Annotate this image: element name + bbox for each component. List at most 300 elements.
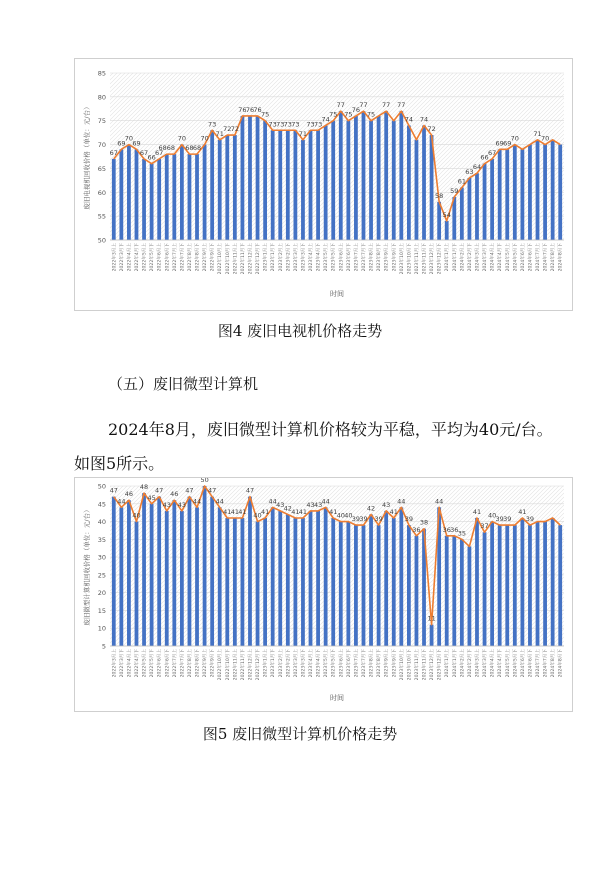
fig5-data-label: 40: [132, 511, 141, 520]
fig4-data-label: 77: [359, 101, 368, 110]
fig5-x-axis-title: 时间: [330, 694, 344, 702]
fig4-data-label: 75: [260, 110, 270, 119]
fig4-ytick-label: 80: [97, 93, 106, 102]
fig4-data-label: 67: [155, 148, 164, 157]
fig4-xtick-label: 2023年3月上: [293, 243, 299, 272]
fig5-data-label: 40: [487, 511, 497, 520]
fig4-xtick-label: 2024年1月上: [445, 243, 451, 272]
fig5-bar: [165, 511, 169, 646]
fig5-data-label: 43: [382, 500, 391, 509]
fig4-data-label: 70: [124, 134, 134, 143]
fig5-data-label: 47: [109, 486, 118, 495]
fig4-data-label: 75: [366, 110, 376, 119]
fig5-xtick-label: 2022年3月上: [112, 649, 118, 678]
fig5-data-label: 41: [329, 508, 338, 516]
fig4-bar: [301, 140, 305, 240]
fig4-bar: [520, 149, 524, 240]
fig5-data-label: 41: [238, 508, 247, 516]
fig4-bar: [392, 121, 396, 240]
fig4-xtick-label: 2022年11月上: [233, 243, 239, 275]
fig4-xtick-label: 2022年7月上: [172, 243, 178, 272]
fig5-xtick-label: 2023年12月下: [437, 649, 443, 681]
fig4-data-label: 64: [472, 163, 482, 172]
fig4-ytick-label: 65: [97, 164, 106, 173]
fig5-xtick-label: 2023年12月上: [430, 649, 436, 681]
fig4-bar: [399, 111, 403, 240]
fig5-data-label: 40: [344, 511, 353, 520]
fig5-data-label: 44: [321, 497, 330, 506]
fig5-bar: [452, 536, 456, 646]
fig4-data-label: 68: [192, 144, 202, 153]
fig5-bar: [324, 507, 328, 646]
fig5-xtick-label: 2022年5月上: [142, 649, 148, 678]
fig5-xtick-label: 2024年1月下: [452, 649, 458, 678]
fig4-xtick-label: 2024年3月下: [483, 243, 489, 272]
fig4-xtick-label: 2022年5月下: [150, 243, 156, 272]
fig5-bar: [180, 511, 184, 646]
fig5-xtick-label: 2023年3月上: [293, 649, 299, 678]
fig4-data-label: 73: [283, 120, 292, 129]
fig5-xtick-label: 2023年3月下: [301, 649, 307, 678]
fig5-bar: [203, 486, 207, 646]
fig4-bar: [256, 116, 260, 240]
fig5-xtick-label: 2022年8月上: [187, 649, 193, 678]
fig5-bar: [271, 507, 275, 646]
fig4-bar: [142, 159, 146, 240]
fig5-xtick-label: 2023年9月上: [384, 649, 390, 678]
fig4-bar: [460, 188, 464, 240]
fig5-bar: [293, 518, 297, 646]
fig5-bar: [210, 497, 214, 646]
fig5-bar: [460, 539, 464, 646]
fig4-data-label: 74: [404, 115, 414, 124]
fig4-data-label: 69: [495, 139, 504, 148]
fig5-data-label: 46: [170, 490, 179, 499]
fig5-bar: [256, 522, 260, 646]
fig4-xtick-label: 2022年7月下: [180, 243, 186, 272]
fig5-data-label: 39: [525, 515, 535, 524]
fig4-xtick-label: 2023年8月上: [369, 243, 375, 272]
fig4-data-label: 72: [427, 125, 436, 134]
fig4-data-label: 67: [139, 148, 149, 157]
fig5-data-label: 11: [427, 614, 436, 623]
fig4-xtick-label: 2022年3月上: [112, 243, 118, 272]
fig5-xtick-label: 2022年4月上: [127, 649, 133, 678]
fig5-data-label: 43: [177, 500, 187, 509]
fig4-bar: [210, 130, 214, 240]
fig5-data-label: 37: [480, 522, 489, 531]
fig5-xtick-label: 2023年1月下: [271, 649, 277, 678]
fig5-bar: [112, 497, 116, 646]
fig5-bar: [475, 518, 479, 646]
fig5-xtick-label: 2024年4月上: [490, 649, 496, 678]
fig4-xtick-label: 2024年7月上: [536, 243, 542, 272]
fig5-ytick-label: 40: [97, 518, 106, 527]
fig4-xtick-label: 2024年8月下: [558, 243, 564, 272]
fig5-xtick-label: 2023年9月下: [392, 649, 398, 678]
fig4-xtick-label: 2024年1月下: [452, 243, 458, 272]
fig4-data-label: 73: [276, 120, 285, 129]
fig4-xtick-label: 2022年10月下: [225, 243, 231, 275]
fig4-data-label: 68: [185, 144, 194, 153]
fig4-xtick-label: 2022年8月下: [195, 243, 201, 272]
fig5-bar: [309, 511, 313, 646]
fig4-bar: [543, 145, 547, 240]
fig5-data-label: 39: [374, 515, 383, 524]
fig4-bar: [248, 116, 252, 240]
fig4-bar: [498, 149, 502, 240]
fig5-bar: [316, 511, 320, 646]
fig4-bar: [505, 149, 509, 240]
fig5-bar: [195, 507, 199, 646]
fig5-ytick-label: 45: [97, 500, 106, 509]
paragraph-line2: 如图5所示。: [74, 454, 165, 473]
fig5-bar: [339, 522, 343, 646]
fig4-data-label: 58: [435, 191, 444, 200]
fig4-bar: [369, 121, 373, 240]
fig4-data-label: 71: [298, 129, 308, 138]
figure5-svg: [75, 478, 572, 711]
figure4-chart: [74, 58, 573, 311]
fig5-bar: [263, 518, 267, 646]
fig4-xtick-label: 2024年5月下: [513, 243, 519, 272]
fig4-bar: [513, 145, 517, 240]
fig5-xtick-label: 2024年7月下: [543, 649, 549, 678]
fig5-xtick-label: 2023年11月上: [414, 649, 420, 681]
fig4-data-label: 76: [351, 105, 361, 114]
paragraph-line1: 2024年8月，废旧微型计算机价格较为平稳，平均为40元/台。: [108, 420, 553, 439]
fig4-bar: [551, 140, 555, 240]
fig5-xtick-label: 2024年6月下: [528, 649, 534, 678]
fig4-bar: [324, 125, 328, 240]
fig4-bar: [188, 154, 192, 240]
fig4-bar: [218, 140, 222, 240]
fig4-data-label: 72: [223, 125, 232, 134]
fig4-data-label: 70: [510, 134, 519, 143]
fig4-bar: [225, 135, 229, 240]
fig5-data-label: 41: [389, 508, 398, 516]
fig4-data-label: 70: [177, 134, 187, 143]
fig4-xtick-label: 2023年6月上: [339, 243, 345, 272]
fig5-bar: [490, 522, 494, 646]
fig5-bar: [377, 525, 381, 646]
fig5-xtick-label: 2023年11月下: [422, 649, 428, 681]
section-heading: （五）废旧微型计算机: [108, 375, 259, 393]
fig5-ytick-label: 25: [97, 571, 106, 580]
fig5-bar: [150, 504, 154, 646]
fig5-xtick-label: 2023年2月上: [278, 649, 284, 678]
fig5-xtick-label: 2022年6月上: [157, 649, 163, 678]
fig4-xtick-label: 2023年7月上: [354, 243, 360, 272]
fig5-bar: [362, 525, 366, 646]
fig4-data-label: 77: [382, 101, 391, 110]
fig4-bar: [293, 130, 297, 240]
fig5-bar: [505, 525, 509, 646]
fig5-data-label: 44: [435, 497, 444, 506]
fig5-bar: [278, 511, 282, 646]
fig5-xtick-label: 2024年4月下: [498, 649, 504, 678]
fig4-data-label: 74: [419, 115, 429, 124]
fig4-data-label: 77: [397, 101, 406, 110]
fig5-bar: [468, 546, 472, 646]
fig5-xtick-label: 2022年4月下: [134, 649, 140, 678]
fig4-bar: [339, 111, 343, 240]
fig5-ytick-label: 35: [97, 535, 106, 544]
fig4-bar: [475, 173, 479, 240]
fig5-xtick-label: 2023年2月下: [286, 649, 292, 678]
fig5-data-label: 41: [223, 508, 232, 516]
fig4-xtick-label: 2024年2月上: [460, 243, 466, 272]
fig4-bar: [346, 121, 350, 240]
fig5-bar: [142, 493, 146, 646]
fig4-bar: [437, 202, 441, 240]
fig5-data-label: 41: [260, 508, 270, 516]
fig4-bar: [233, 135, 237, 240]
fig4-x-axis-title: 时间: [330, 290, 344, 298]
fig5-ytick-label: 20: [97, 589, 106, 598]
fig5-xtick-label: 2024年3月上: [475, 649, 481, 678]
fig5-data-label: 45: [147, 493, 156, 502]
fig5-xtick-label: 2023年5月上: [324, 649, 330, 678]
fig4-xtick-label: 2023年6月下: [346, 243, 352, 272]
fig4-xtick-label: 2022年9月上: [203, 243, 209, 272]
fig4-xtick-label: 2022年12月下: [256, 243, 262, 275]
fig5-bar: [127, 500, 131, 646]
fig5-data-label: 47: [185, 486, 194, 495]
fig5-bar: [384, 511, 388, 646]
fig4-bar: [528, 145, 532, 240]
fig4-data-label: 73: [268, 120, 277, 129]
fig5-xtick-label: 2022年7月下: [180, 649, 186, 678]
fig4-xtick-label: 2022年8月上: [187, 243, 193, 272]
fig4-bar: [157, 159, 161, 240]
fig4-bar: [384, 111, 388, 240]
fig4-bar: [241, 116, 245, 240]
fig5-data-label: 44: [215, 497, 224, 506]
fig5-data-label: 44: [117, 497, 126, 506]
fig4-bar: [483, 164, 487, 240]
fig5-data-label: 36: [412, 525, 421, 534]
fig4-bar: [112, 159, 116, 240]
fig5-xtick-label: 2022年11月上: [233, 649, 239, 681]
fig4-bar: [415, 140, 419, 240]
fig5-bar: [498, 525, 502, 646]
fig4-xtick-label: 2022年10月上: [218, 243, 224, 275]
fig5-xtick-label: 2024年5月下: [513, 649, 519, 678]
figure5-chart: [74, 477, 573, 712]
fig4-bar: [407, 125, 411, 240]
fig4-bar: [558, 145, 562, 240]
fig5-bar: [286, 514, 290, 646]
fig4-xtick-label: 2022年4月下: [134, 243, 140, 272]
fig5-xtick-label: 2023年10月下: [407, 649, 413, 681]
fig4-xtick-label: 2024年8月上: [551, 243, 557, 272]
fig5-data-label: 47: [208, 486, 217, 495]
fig5-ytick-label: 15: [97, 606, 106, 615]
fig4-xtick-label: 2022年9月下: [210, 243, 216, 272]
fig4-data-label: 75: [344, 110, 353, 119]
fig4-data-label: 67: [487, 148, 497, 157]
fig4-xtick-label: 2023年5月下: [331, 243, 337, 272]
fig4-xtick-label: 2022年6月上: [157, 243, 163, 272]
fig4-bar: [165, 154, 169, 240]
fig5-xtick-label: 2024年2月上: [460, 649, 466, 678]
fig5-y-axis-title: 废旧微型计算机回收价格（单位：元/台）: [83, 506, 91, 626]
fig4-xtick-label: 2022年6月下: [165, 243, 171, 272]
fig4-xtick-label: 2023年9月上: [384, 243, 390, 272]
fig4-y-axis-title: 废旧电视机回收价格（单位：元/台）: [83, 103, 91, 210]
fig5-xtick-label: 2024年6月上: [520, 649, 526, 678]
fig4-data-label: 69: [503, 139, 512, 148]
fig4-data-label: 71: [215, 129, 224, 138]
fig5-data-label: 38: [419, 518, 429, 527]
fig5-data-label: 35: [457, 529, 466, 538]
fig5-xtick-label: 2023年6月下: [346, 649, 352, 678]
fig5-bar: [407, 525, 411, 646]
fig5-bar: [135, 522, 139, 646]
fig5-xtick-label: 2023年8月下: [377, 649, 383, 678]
fig4-bar: [203, 145, 207, 240]
fig5-bar: [445, 536, 449, 646]
fig5-xtick-label: 2023年7月上: [354, 649, 360, 678]
fig5-data-label: 40: [253, 511, 262, 520]
fig4-bar: [331, 121, 335, 240]
fig5-data-label: 42: [283, 504, 292, 513]
fig5-xtick-label: 2023年7月下: [361, 649, 367, 678]
fig5-xtick-label: 2022年7月上: [172, 649, 178, 678]
fig5-data-label: 46: [124, 490, 134, 499]
fig4-xtick-label: 2024年4月下: [498, 243, 504, 272]
fig5-bar: [157, 497, 161, 646]
fig5-xtick-label: 2023年8月上: [369, 649, 375, 678]
fig5-data-label: 44: [192, 497, 202, 506]
fig4-xtick-label: 2023年12月下: [437, 243, 443, 275]
fig5-xtick-label: 2022年6月下: [165, 649, 171, 678]
fig5-xtick-label: 2024年3月下: [483, 649, 489, 678]
fig4-data-label: 74: [321, 115, 330, 124]
fig4-xtick-label: 2024年2月下: [467, 243, 473, 272]
fig4-data-label: 54: [442, 210, 451, 219]
fig4-data-label: 71: [533, 129, 542, 138]
fig5-bar: [331, 518, 335, 646]
fig5-bar: [551, 518, 555, 646]
figure4-caption: 图4 废旧电视机价格走势: [217, 322, 383, 340]
fig4-xtick-label: 2023年1月上: [263, 243, 269, 272]
fig5-bar: [354, 525, 358, 646]
fig4-bar: [135, 149, 139, 240]
fig5-xtick-label: 2024年5月上: [505, 649, 511, 678]
fig5-xtick-label: 2023年1月上: [263, 649, 269, 678]
fig4-bar: [150, 164, 154, 240]
fig5-xtick-label: 2023年4月下: [316, 649, 322, 678]
fig4-data-label: 63: [465, 167, 474, 176]
fig4-xtick-label: 2022年3月下: [119, 243, 125, 272]
fig5-bar: [225, 518, 229, 646]
fig4-data-label: 6868: [158, 144, 176, 153]
fig5-bar: [430, 625, 434, 646]
fig4-data-label: 73: [291, 120, 300, 129]
fig4-bar: [377, 116, 381, 240]
fig4-bar: [490, 159, 494, 240]
fig4-data-label: 77: [336, 101, 345, 110]
fig5-bar: [558, 525, 562, 646]
fig5-bar: [528, 525, 532, 646]
fig4-xtick-label: 2024年5月上: [505, 243, 511, 272]
fig5-xtick-label: 2023年6月上: [339, 649, 345, 678]
fig4-ytick-label: 70: [97, 141, 106, 150]
fig5-data-label: 41: [518, 508, 527, 516]
fig5-data-label: 43: [313, 500, 323, 509]
figure4-svg: [75, 59, 572, 310]
fig5-xtick-label: 2022年9月下: [210, 649, 216, 678]
fig4-xtick-label: 2022年4月上: [127, 243, 133, 272]
fig4-bar: [445, 221, 449, 240]
fig5-xtick-label: 2022年12月下: [256, 649, 262, 681]
fig5-bar: [188, 497, 192, 646]
fig5-data-label: 44: [397, 497, 406, 506]
fig5-data-label: 41: [298, 508, 308, 516]
fig5-ytick-label: 10: [97, 624, 106, 633]
fig4-xtick-label: 2023年11月下: [422, 243, 428, 275]
fig4-xtick-label: 2023年2月下: [286, 243, 292, 272]
fig4-data-label: 73: [208, 120, 217, 129]
fig5-bar: [346, 522, 350, 646]
fig5-data-label: 41: [230, 508, 239, 516]
fig5-bar: [119, 507, 123, 646]
fig5-data-label: 40: [336, 511, 345, 520]
fig5-xtick-label: 2022年10月上: [218, 649, 224, 681]
fig5-ytick-label: 50: [97, 482, 106, 491]
fig4-data-label: 66: [480, 153, 489, 162]
fig4-bar: [362, 111, 366, 240]
fig5-data-label: 39: [503, 515, 512, 524]
fig4-data-label: 73: [306, 120, 315, 129]
fig4-xtick-label: 2023年2月上: [278, 243, 284, 272]
fig4-xtick-label: 2022年12月上: [248, 243, 254, 275]
fig5-data-label: 43: [276, 500, 285, 509]
fig5-bar: [241, 518, 245, 646]
fig5-data-label: 41: [291, 508, 300, 516]
fig4-data-label: 76: [245, 105, 255, 114]
fig5-xtick-label: 2022年9月上: [203, 649, 209, 678]
fig4-ytick-label: 85: [97, 69, 106, 78]
fig5-data-label: 36: [442, 525, 451, 534]
fig4-bar: [271, 130, 275, 240]
fig4-xtick-label: 2023年10月上: [399, 243, 405, 275]
fig5-data-label: 39: [359, 515, 368, 524]
fig4-xtick-label: 2023年4月上: [309, 243, 315, 272]
fig4-xtick-label: 2023年9月下: [392, 243, 398, 272]
fig4-xtick-label: 2023年8月下: [377, 243, 383, 272]
fig5-data-label: 41: [472, 508, 482, 516]
fig5-bar: [172, 500, 176, 646]
fig4-ytick-label: 60: [97, 188, 106, 197]
fig4-bar: [119, 149, 123, 240]
fig5-data-label: 44: [268, 497, 277, 506]
figure5-caption: 图5 废旧微型计算机价格走势: [202, 725, 398, 743]
fig4-data-label: 76: [238, 105, 247, 114]
fig5-bar: [233, 518, 237, 646]
fig5-xtick-label: 2023年5月下: [331, 649, 337, 678]
fig4-data-label: 76: [253, 105, 262, 114]
fig5-bar: [415, 536, 419, 646]
fig5-ytick-label: 5: [101, 642, 106, 651]
fig4-data-label: 59: [450, 187, 459, 196]
fig5-data-label: 50: [200, 478, 209, 484]
fig4-xtick-label: 2023年10月下: [407, 243, 413, 275]
fig5-bar: [301, 518, 305, 646]
fig5-ytick-label: 30: [97, 553, 106, 562]
